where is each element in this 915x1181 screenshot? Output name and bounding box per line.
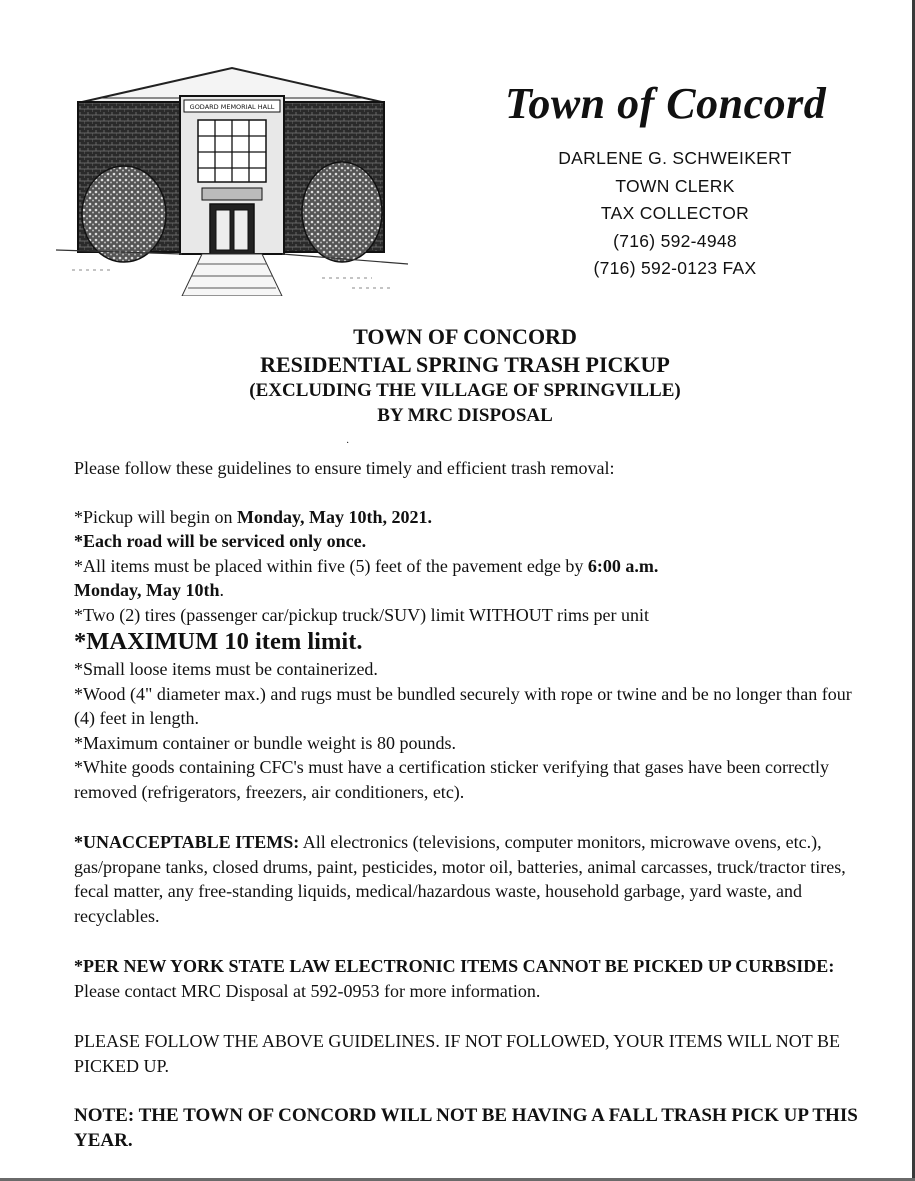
heading-line-1: TOWN OF CONCORD	[353, 324, 577, 349]
heading-line-3: (EXCLUDING THE VILLAGE OF SPRINGVILLE)	[249, 380, 681, 401]
service-once-line	[74, 529, 864, 554]
scan-speck: ·	[346, 438, 350, 449]
small-items-line: *Small loose items must be containerized.	[74, 659, 378, 679]
clerk-title: TOWN CLERK	[615, 175, 735, 196]
town-name: Town of Concord	[505, 79, 827, 128]
placement-day: Monday, May 10th	[74, 580, 220, 600]
fall-pickup-note: NOTE: THE TOWN OF CONCORD WILL NOT BE HAVING A FALL TRASH PICK UP THIS YEAR.	[74, 1105, 858, 1151]
white-goods-line: *White goods containing CFC's must have a certification sticker verifying that gases have been correctly removed (refrigerators, freezers, air conditioners, etc).	[74, 757, 830, 802]
notice-body	[74, 456, 864, 1153]
tires-line: *Two (2) tires (passenger car/pickup truck/SUV) limit WITHOUT rims per unit	[74, 604, 649, 625]
placement-line	[74, 554, 864, 603]
phone-number: (716) 592-4948	[613, 230, 737, 251]
svg-text:GODARD MEMORIAL HALL: GODARD MEMORIAL HALL	[189, 103, 275, 111]
heading-line-2: RESIDENTIAL SPRING TRASH PICKUP	[260, 352, 670, 377]
placement-end: .	[219, 580, 225, 600]
electronics-label: *PER NEW YORK STATE LAW ELECTRONIC ITEMS CANNOT BE PICKED UP CURBSIDE:	[74, 956, 835, 976]
pickup-prefix: *Pickup will begin on	[74, 506, 237, 527]
electronics-law-paragraph	[74, 954, 864, 1003]
guidelines-warning: PLEASE FOLLOW THE ABOVE GUIDELINES. IF NOT FOLLOWED, YOUR ITEMS WILL NOT BE PICKED UP.	[74, 1031, 840, 1076]
unacceptable-label: *UNACCEPTABLE ITEMS:	[74, 832, 300, 852]
memorial-hall-illustration	[52, 64, 412, 296]
unacceptable-items-paragraph	[74, 830, 864, 928]
electronics-text: Please contact MRC Disposal at 592-0953 for more information.	[74, 980, 541, 1001]
notice-heading	[140, 322, 790, 428]
placement-prefix: *All items must be placed within five (5) feet of the pavement edge by	[74, 555, 588, 576]
heading-line-4: BY MRC DISPOSAL	[377, 405, 553, 426]
intro-text: Please follow these guidelines to ensure timely and efficient trash removal:	[74, 458, 615, 478]
placement-time: 6:00 a.m.	[587, 555, 659, 576]
unacceptable-text: All electronics (televisions, computer monitors, microwave ovens, etc.), gas/propane tanks, closed drums, paint, pesticides, motor oil, batteries, animal carcasses, truck/tractor tires, fecal matter, any free-standing liquids, medical/hazardous waste, household garbage, yard waste, and recyclables.	[74, 832, 846, 926]
weight-line: *Maximum container or bundle weight is 80 pounds.	[74, 732, 456, 753]
maximum-item-limit: *MAXIMUM 10 item limit.	[74, 628, 363, 655]
wood-rugs-line: *Wood (4" diameter max.) and rugs must be bundled securely with rope or twine and be no longer than four (4) feet in length.	[74, 683, 852, 728]
pickup-date: Monday, May 10th, 2021.	[237, 506, 433, 527]
tax-collector-title: TAX COLLECTOR	[600, 203, 750, 223]
pickup-start-line	[74, 505, 864, 530]
service-once-text: *Each road will be serviced only once.	[74, 531, 367, 551]
fax-number: (716) 592-0123 FAX	[593, 258, 757, 278]
clerk-contact-block	[545, 145, 805, 283]
clerk-name: DARLENE G. SCHWEIKERT	[558, 148, 792, 168]
